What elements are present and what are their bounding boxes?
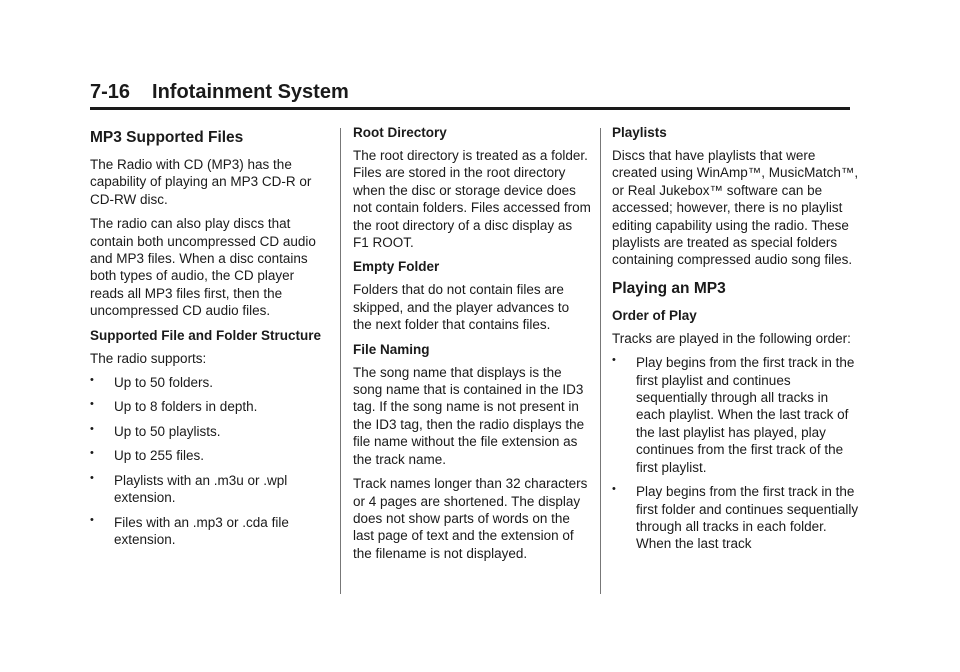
subheading-root-directory: Root Directory [353, 125, 447, 140]
list-item: • Up to 50 folders. [90, 374, 214, 391]
heading-mp3-supported-files: MP3 Supported Files [90, 129, 244, 146]
paragraph: Tracks are played in the following order: [612, 330, 851, 346]
list-item: • Files with an .mp3 or .cda file extension. [90, 513, 289, 547]
paragraph: The Radio with CD (MP3) has the capability of playing an MP3 CD-R or CD-RW disc. [90, 157, 312, 207]
column-divider [600, 128, 601, 594]
heading-playing-an-mp3: Playing an MP3 [612, 279, 726, 297]
supports-list [90, 374, 328, 548]
page-number: 7-16 [90, 81, 131, 103]
column-1 [90, 124, 328, 555]
subheading-playlists: Playlists [612, 125, 667, 140]
bullet-icon: • [90, 513, 94, 526]
paragraph: Folders that do not contain files are skipped, and the player advances to the next folder that contains files. [353, 282, 570, 333]
list-item: • Up to 8 folders in depth. [90, 398, 258, 415]
bullet-icon: • [90, 422, 94, 435]
bullet-icon: • [90, 398, 94, 411]
list-item: • Playlists with an .m3u or .wpl extension. [90, 471, 288, 506]
list-item: • Up to 50 playlists. [90, 422, 221, 439]
subheading-order-of-play: Order of Play [612, 307, 697, 323]
page-header [90, 79, 850, 110]
column-3 [612, 124, 860, 560]
paragraph: The song name that displays is the song name that is contained in the ID3 tag. If the song name is not present in the ID3 tag, then the radio displays the file name without the file extension as the track name. [353, 364, 585, 467]
section-title: Infotainment System [152, 81, 349, 103]
paragraph: Discs that have playlists that were created using WinAmp™, MusicMatch™, or Real Jukebox™ software can be accessed; however, there is no playlist editing capability using the radio. These playlists are treated as special folders containing compressed audio song files. [612, 148, 859, 268]
bullet-icon: • [90, 374, 94, 387]
list-item: • Play begins from the first track in the first folder and continues sequentially through all tracks in each folder. When the last track [612, 483, 859, 552]
subheading-file-naming: File Naming [353, 341, 430, 357]
paragraph: The root directory is treated as a folder. Files are stored in the root directory when the disc or storage device does not contain folders. Files accessed from the root directory of a disc display as F1 ROOT. [353, 148, 591, 251]
paragraph: The radio can also play discs that contain both uncompressed CD audio and MP3 files. When a disc contains both types of audio, the CD player reads all MP3 files first, then the uncompressed CD audio files. [90, 216, 316, 319]
list-item: • Play begins from the first track in the first playlist and continues sequentially through all tracks in each playlist. When the last track of the last playlist has played, play continues from the first track of the first playlist. [612, 354, 855, 475]
column-divider [340, 128, 341, 594]
paragraph: Track names longer than 32 characters or 4 pages are shortened. The display does not show parts of words on the last page of text and the extension of the filename is not displayed. [353, 476, 588, 561]
paragraph: The radio supports: [90, 350, 207, 366]
bullet-icon: • [612, 483, 616, 496]
bullet-icon: • [90, 447, 94, 460]
bullet-icon: • [612, 354, 616, 367]
column-2 [353, 124, 591, 569]
bullet-icon: • [90, 471, 94, 484]
subheading-empty-folder: Empty Folder [353, 259, 440, 275]
subheading-file-folder-structure: Supported File and Folder Structure [90, 327, 322, 343]
list-item: • Up to 255 files. [90, 447, 205, 464]
order-list [612, 354, 860, 552]
